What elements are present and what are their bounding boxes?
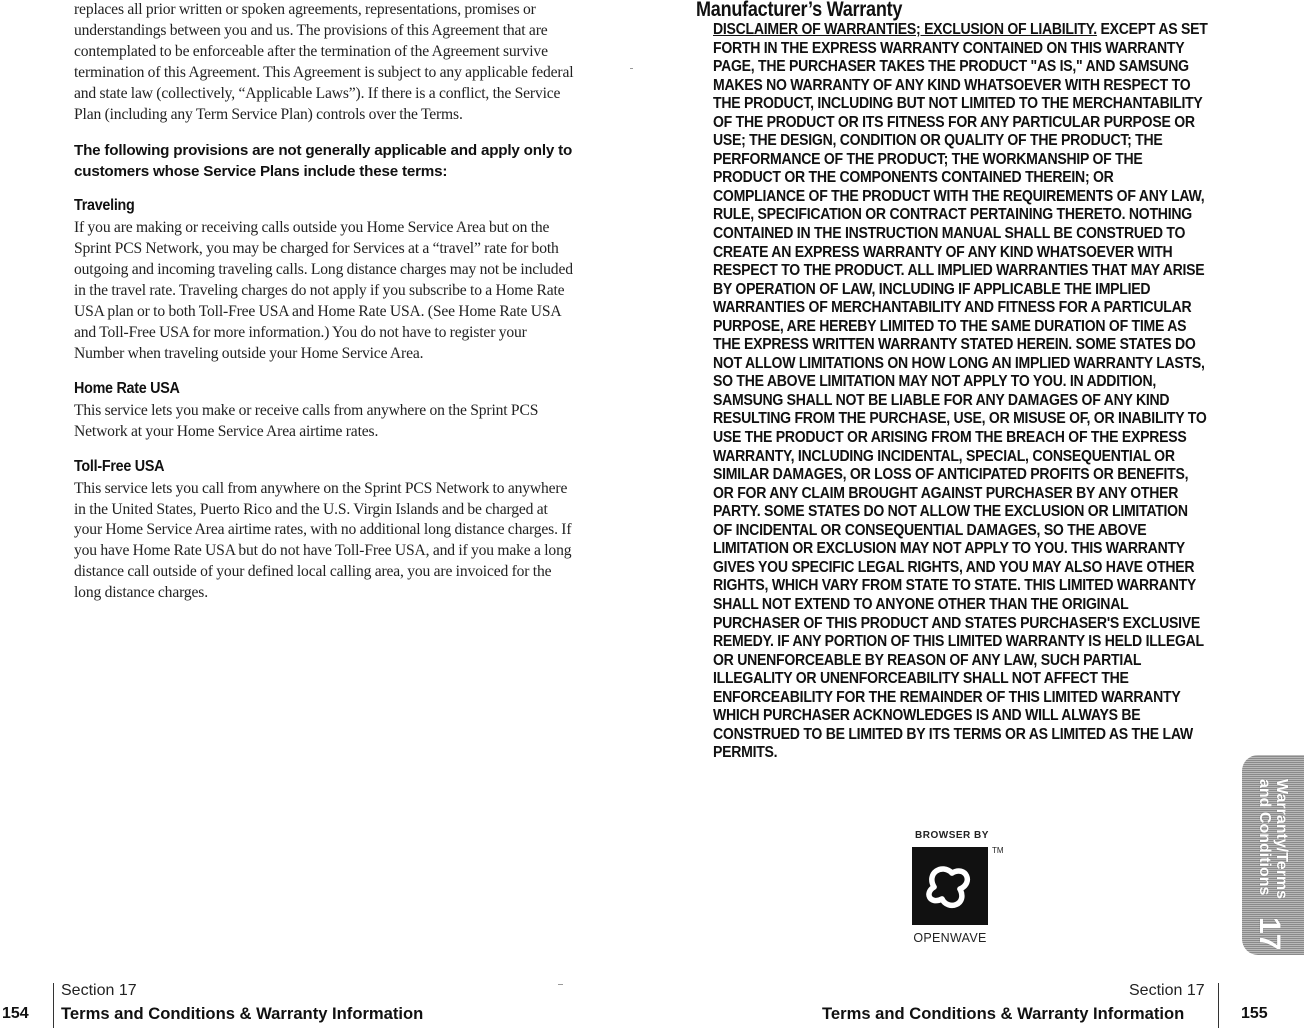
heading-toll-free-usa: Toll-Free USA	[74, 457, 165, 475]
heading-home-rate-usa: Home Rate USA	[74, 379, 180, 397]
warranty-body	[713, 21, 1209, 763]
intro-paragraph: replaces all prior written or spoken agreements, representations, promises or understandings between you and us. The provisions of this Agreement that are contemplated to be enforceable after the termination of the Agreement survive termination of this Agreement. This Agreement is subject to any applicable federal and state law (collectively, “Applicable Laws”). If there is a conflict, the Service Plan (including any Term Service Plan) controls over the Terms.	[74, 1, 574, 123]
left-page-number: 154	[2, 1005, 29, 1022]
openwave-logo-glyph	[912, 847, 988, 925]
provisions-note: The following provisions are not generally applicable and apply only to customers whose Service Plans include these terms:	[74, 142, 573, 181]
warranty-title: Manufacturer’s Warranty	[696, 0, 903, 21]
right-footer-title: Terms and Conditions & Warranty Information	[822, 1004, 1185, 1023]
left-column	[74, 0, 578, 604]
left-footer-divider	[53, 983, 54, 1028]
openwave-wordmark: OPENWAVE	[913, 931, 987, 945]
right-page-number: 155	[1241, 1005, 1268, 1022]
section-tab-label	[1256, 779, 1290, 899]
warranty-text: EXCEPT AS SET FORTH IN THE EXPRESS WARRANTY CONTAINED ON THIS WARRANTY PAGE, THE PURCHASER TAKES THE PRODUCT "AS IS," AND SAMSUNG MAKES NO WARRANTY OF ANY KIND WHATSOEVER WITH RESPECT TO THE PRODUCT, INCLUDING BUT NOT LIMITED TO THE MERCHANTABILITY OF THE PRODUCT OR ITS FITNESS FOR ANY PARTICULAR PURPOSE OR USE; THE DESIGN, CONDITION OR QUALITY OF THE PRODUCT; THE PERFORMANCE OF THE PRODUCT; THE WORKMANSHIP OF THE PRODUCT OR THE COMPONENTS CONTAINED THEREIN; OR COMPLIANCE OF THE PRODUCT WITH THE REQUIREMENTS OF ANY LAW, RULE, SPECIFICATION OR CONTRACT PERTAINING THERETO. NOTHING CONTAINED IN THE INSTRUCTION MANUAL SHALL BE CONSTRUED TO CREATE AN EXPRESS WARRANTY OF ANY KIND WHATSOEVER WITH RESPECT TO THE PRODUCT. ALL IMPLIED WARRANTIES THAT MAY ARISE BY OPERATION OF LAW, INCLUDING IF APPLICABLE THE IMPLIED WARRANTIES OF MERCHANTABILITY AND FITNESS FOR A PARTICULAR PURPOSE, ARE HEREBY LIMITED TO THE SAME DURATION OF TIME AS THE EXPRESS WRITTEN WARRANTY STATED HEREIN. SOME STATES DO NOT ALLOW LIMITATIONS ON HOW LONG AN IMPLIED WARRANTY LASTS, SO THE ABOVE LIMITATION MAY NOT APPLY TO YOU. IN ADDITION, SAMSUNG SHALL NOT BE LIABLE FOR ANY DAMAGES OF ANY KIND RESULTING FROM THE PURCHASE, USE, OR MISUSE OF, OR INABILITY TO USE THE PRODUCT OR ARISING FROM THE BREACH OF THE EXPRESS WARRANTY, INCLUDING INCIDENTAL, SPECIAL, CONSEQUENTIAL OR SIMILAR DAMAGES, OR LOSS OF ANTICIPATED PROFITS OR BENEFITS, OR FOR ANY CLAIM BROUGHT AGAINST PURCHASER BY ANY OTHER PARTY. SOME STATES DO NOT ALLOW THE EXCLUSION OR LIMITATION OF INCIDENTAL OR CONSEQUENTIAL DAMAGES, SO THE ABOVE LIMITATION OR EXCLUSION MAY NOT APPLY TO YOU. THIS WARRANTY GIVES YOU SPECIFIC LEGAL RIGHTS, AND YOU MAY ALSO HAVE OTHER RIGHTS, WHICH VARY FROM STATE TO STATE. THIS LIMITED WARRANTY SHALL NOT EXTEND TO ANYONE OTHER THAN THE ORIGINAL PURCHASER OF THIS PRODUCT AND STATES PURCHASER'S EXCLUSIVE REMEDY. IF ANY PORTION OF THIS LIMITED WARRANTY IS HELD ILLEGAL OR UNENFORCEABLE BY REASON OF ANY LAW, SUCH PARTIAL ILLEGALITY OR UNENFORCEABILITY SHALL NOT AFFECT THE ENFORCEABILITY FOR THE REMAINDER OF THIS LIMITED WARRANTY WHICH PURCHASER ACKNOWLEDGES IS AND WILL ALWAYS BE CONSTRUED TO BE LIMITED BY ITS TERMS OR AS LIMITED AS THE LAW PERMITS.	[713, 21, 1208, 762]
left-page	[0, 0, 655, 1028]
heading-traveling: Traveling	[74, 197, 135, 215]
section-tab-label-line1: Warranty/Terms	[1273, 779, 1290, 900]
body-toll-free-usa: This service lets you call from anywhere on the Sprint PCS Network to anywhere in the United States, Puerto Rico and the U.S. Virgin Islands and be charged at your Home Service Area airtime rates, with no additional long distance charges. If you have Home Rate USA but do not have Toll-Free USA, and if you make a long distance call outside of your defined local calling area, you are invoiced for the long distance charges.	[74, 479, 572, 602]
body-home-rate-usa: This service lets you make or receive calls from anywhere on the Sprint PCS Network at your Home Service Area airtime rates.	[74, 401, 539, 440]
browser-by-caption: BROWSER BY	[915, 830, 989, 841]
section-tab-number: 17	[1253, 917, 1286, 951]
right-footer-divider	[1218, 983, 1219, 1028]
warranty-disclaimer-heading: DISCLAIMER OF WARRANTIES; EXCLUSION OF LIABILITY.	[713, 21, 1097, 38]
scan-speck	[558, 984, 563, 985]
scan-speck	[630, 68, 633, 69]
left-footer-title: Terms and Conditions & Warranty Information	[61, 1004, 424, 1023]
trademark-mark: TM	[992, 846, 1004, 855]
section-tab-label-line2: and Conditions	[1256, 779, 1273, 896]
openwave-logo-icon	[912, 847, 988, 925]
right-page	[655, 0, 1311, 1028]
left-footer-section: Section 17	[61, 982, 137, 999]
section-tab	[1242, 755, 1304, 955]
body-traveling: If you are making or receiving calls outside you Home Service Area but on the Sprint PCS Network, you may be charged for Services at a “travel” rate for both outgoing and incoming traveling calls. Long distance charges may not be included in the travel rate. Traveling charges do not apply if you subscribe to a Home Rate USA plan or to both Toll-Free USA and Home Rate USA. (See Home Rate USA and Toll-Free USA for more information.) You do not have to register your Number when traveling outside your Home Service Area.	[74, 219, 573, 362]
right-footer-section: Section 17	[1129, 982, 1205, 999]
